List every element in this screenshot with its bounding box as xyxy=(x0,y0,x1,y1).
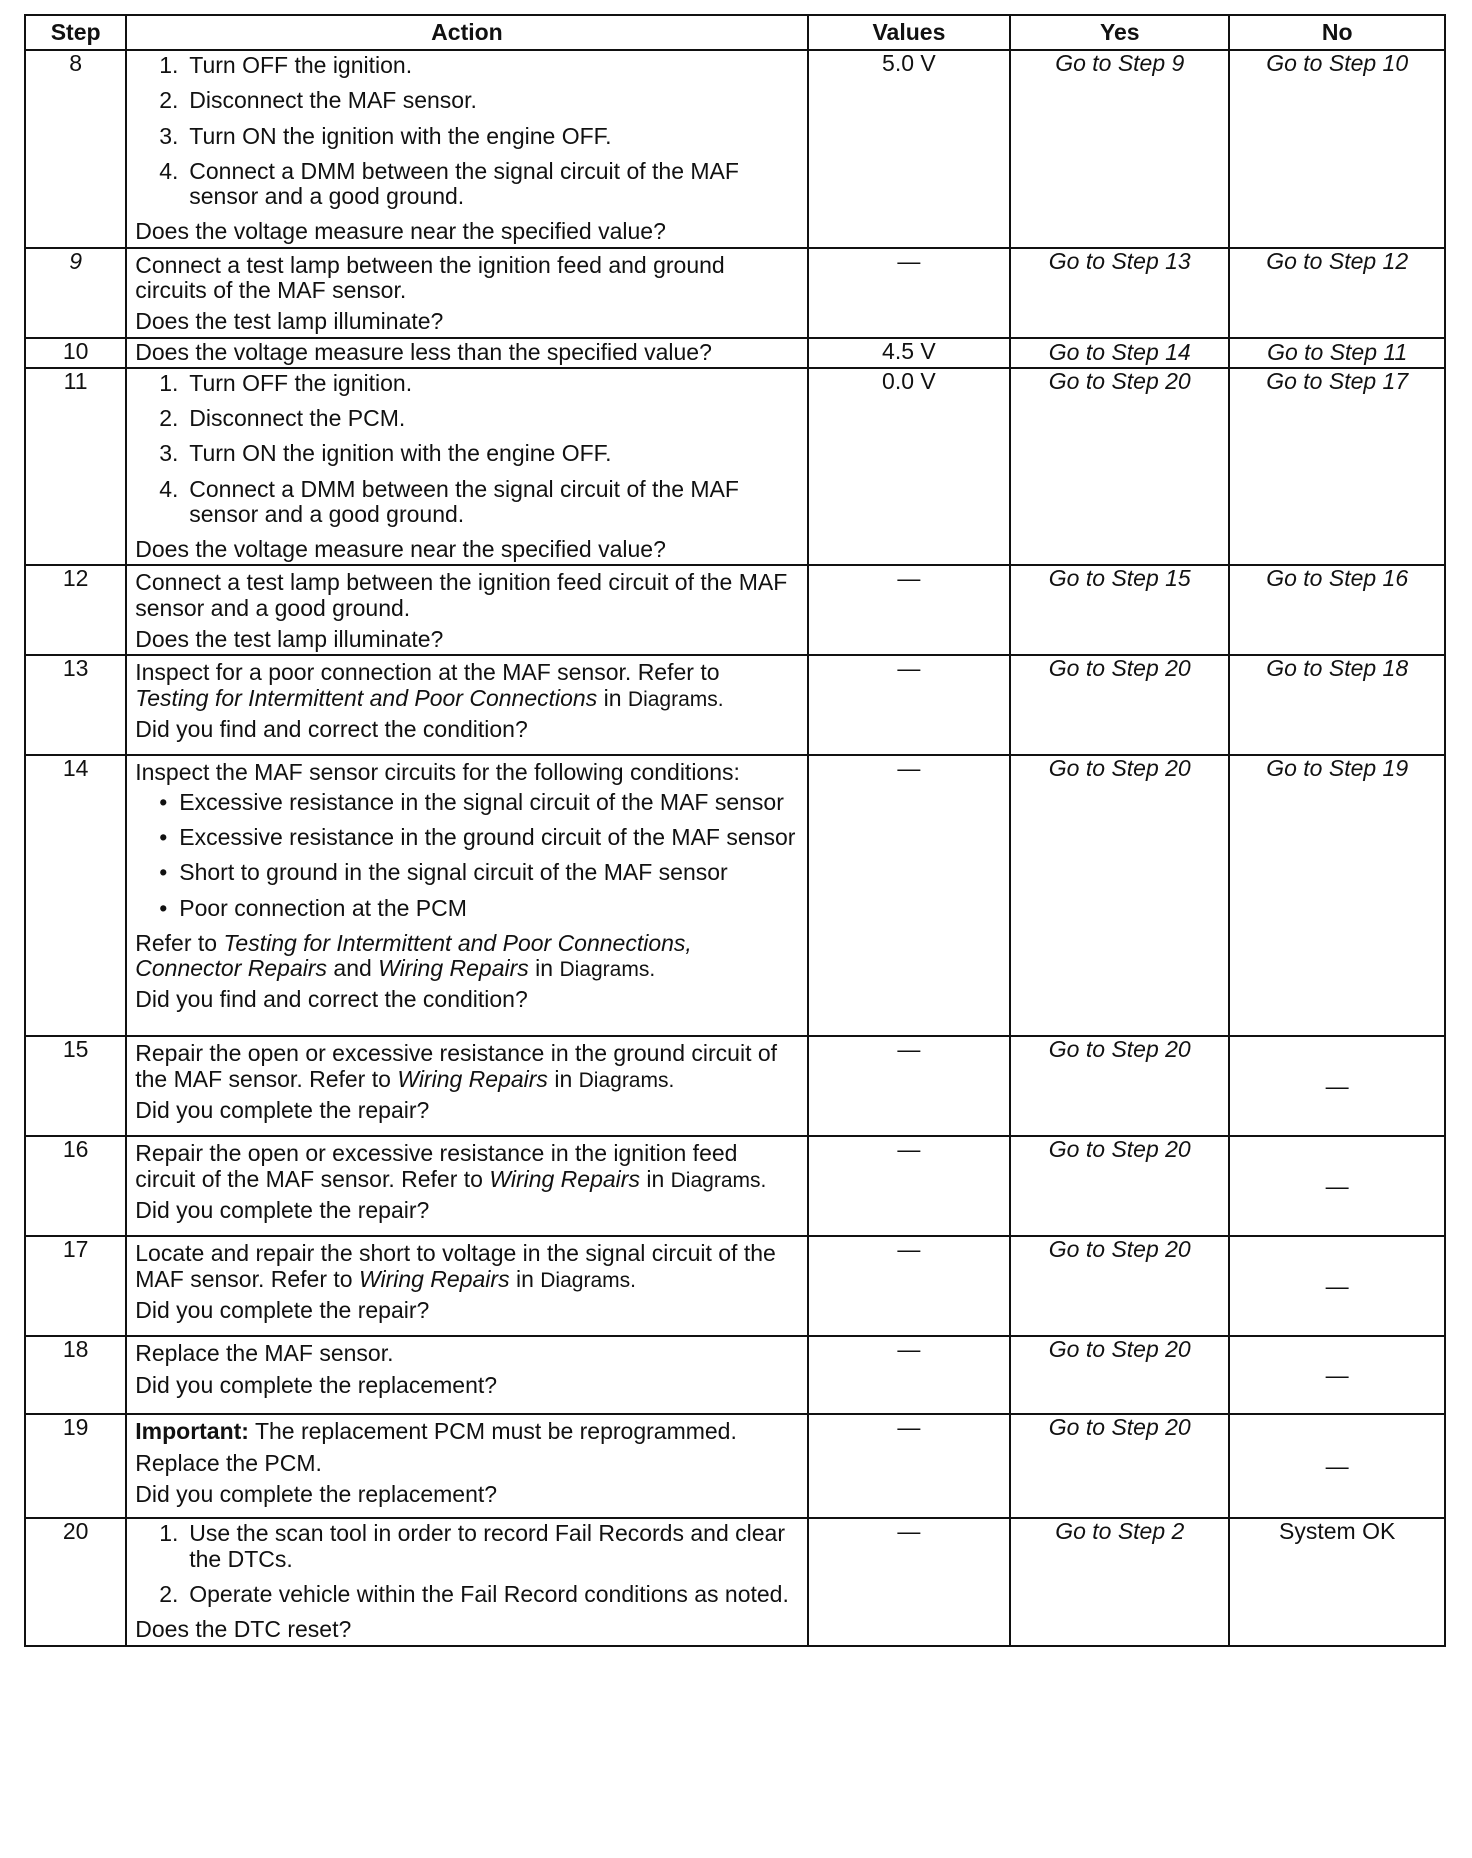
yes-cell: Go to Step 20 xyxy=(1010,755,1229,1036)
list-item: 4. Connect a DMM between the signal circuit of the MAF sensor and a good ground. xyxy=(159,157,739,210)
values-cell: — xyxy=(808,248,1011,338)
list-item: 1. Turn OFF the ignition. xyxy=(159,369,413,396)
yes-cell: Go to Step 20 xyxy=(1010,1414,1229,1518)
action-list xyxy=(135,1521,798,1607)
action-question: Did you complete the replacement? xyxy=(135,1480,498,1507)
table-row xyxy=(25,248,1445,338)
list-item: • Short to ground in the signal circuit of the MAF sensor xyxy=(159,859,728,886)
action-question: Does the voltage measure near the specified value? xyxy=(135,536,666,563)
action-cell xyxy=(126,1036,807,1136)
action-question: Does the test lamp illuminate? xyxy=(135,308,444,335)
yes-cell: Go to Step 20 xyxy=(1010,1036,1229,1136)
action-question: Does the test lamp illuminate? xyxy=(135,626,444,653)
step-number: 12 xyxy=(25,565,126,655)
header-step: Step xyxy=(25,15,126,50)
action-cell xyxy=(126,248,807,338)
no-cell: — xyxy=(1229,1236,1445,1336)
action-cell xyxy=(126,1518,807,1646)
action-cell xyxy=(126,338,807,368)
yes-cell: Go to Step 13 xyxy=(1010,248,1229,338)
action-text: Inspect for a poor connection at the MAF sensor. Refer to Testing for Intermittent and Poor Connections in Diagrams. xyxy=(135,659,724,711)
header-row xyxy=(25,15,1445,50)
action-cell xyxy=(126,755,807,1036)
step-number: 8 xyxy=(25,50,126,248)
yes-cell: Go to Step 20 xyxy=(1010,1236,1229,1336)
list-item: 2. Disconnect the PCM. xyxy=(159,404,406,431)
table-row xyxy=(25,1518,1445,1646)
step-number: 14 xyxy=(25,755,126,1036)
action-cell xyxy=(126,1336,807,1414)
no-cell: — xyxy=(1229,1036,1445,1136)
action-text: Locate and repair the short to voltage in the signal circuit of the MAF sensor. Refer to Wiring Repairs in Diagrams. xyxy=(135,1240,776,1292)
values-cell: — xyxy=(808,655,1011,755)
table-row xyxy=(25,50,1445,248)
list-item: 3. Turn ON the ignition with the engine OFF. xyxy=(159,440,612,467)
no-cell: — xyxy=(1229,1336,1445,1414)
step-number: 20 xyxy=(25,1518,126,1646)
action-text: Replace the MAF sensor. xyxy=(135,1340,394,1367)
action-text: Repair the open or excessive resistance in the ignition feed circuit of the MAF sensor. Refer to Wiring Repairs in Diagrams. xyxy=(135,1140,767,1192)
action-question: Does the DTC reset? xyxy=(135,1616,352,1643)
action-text: Connect a test lamp between the ignition feed circuit of the MAF sensor and a good ground. xyxy=(135,569,788,621)
action-text: Inspect the MAF sensor circuits for the following conditions: xyxy=(135,759,740,786)
yes-cell: Go to Step 20 xyxy=(1010,368,1229,566)
step-number: 15 xyxy=(25,1036,126,1136)
list-item: 3. Turn ON the ignition with the engine OFF. xyxy=(159,122,612,149)
action-question: Did you complete the repair? xyxy=(135,1196,430,1223)
diagnostic-table-sheet xyxy=(24,14,1446,1647)
values-cell: 5.0 V xyxy=(808,50,1011,248)
no-cell: Go to Step 18 xyxy=(1229,655,1445,755)
action-cell xyxy=(126,1414,807,1518)
list-item: 2. Operate vehicle within the Fail Record conditions as noted. xyxy=(159,1580,789,1607)
values-cell: — xyxy=(808,755,1011,1036)
step-number: 17 xyxy=(25,1236,126,1336)
values-cell: — xyxy=(808,1236,1011,1336)
no-cell: Go to Step 16 xyxy=(1229,565,1445,655)
list-item: • Poor connection at the PCM xyxy=(159,894,467,921)
step-number: 10 xyxy=(25,338,126,368)
action-cell xyxy=(126,655,807,755)
step-number: 9 xyxy=(25,248,126,338)
action-question: Did you find and correct the condition? xyxy=(135,986,528,1013)
list-item: 4. Connect a DMM between the signal circuit of the MAF sensor and a good ground. xyxy=(159,475,739,527)
yes-cell: Go to Step 14 xyxy=(1010,338,1229,368)
table-row xyxy=(25,368,1445,566)
action-question: Did you complete the repair? xyxy=(135,1296,430,1323)
table-row xyxy=(25,1336,1445,1414)
condition-list xyxy=(135,790,798,921)
list-item: 2. Disconnect the MAF sensor. xyxy=(159,87,477,114)
step-number: 11 xyxy=(25,368,126,566)
step-number: 13 xyxy=(25,655,126,755)
values-cell: — xyxy=(808,565,1011,655)
values-cell: 4.5 V xyxy=(808,338,1011,368)
no-cell: Go to Step 11 xyxy=(1229,338,1445,368)
header-action: Action xyxy=(126,15,807,50)
table-row xyxy=(25,1036,1445,1136)
yes-cell: Go to Step 15 xyxy=(1010,565,1229,655)
table-row xyxy=(25,1136,1445,1236)
important-note: Important: The replacement PCM must be reprogrammed. xyxy=(135,1418,737,1445)
no-cell: — xyxy=(1229,1136,1445,1236)
yes-cell: Go to Step 20 xyxy=(1010,1136,1229,1236)
step-number: 16 xyxy=(25,1136,126,1236)
values-cell: — xyxy=(808,1136,1011,1236)
values-cell: — xyxy=(808,1036,1011,1136)
no-cell: Go to Step 12 xyxy=(1229,248,1445,338)
action-cell xyxy=(126,1136,807,1236)
action-text: Connect a test lamp between the ignition feed and ground circuits of the MAF sensor. xyxy=(135,251,725,304)
action-text: Repair the open or excessive resistance in the ground circuit of the MAF sensor. Refer to Wiring Repairs in Diagrams. xyxy=(135,1040,778,1092)
table-row xyxy=(25,1236,1445,1336)
list-item: 1. Use the scan tool in order to record Fail Records and clear the DTCs. xyxy=(159,1520,785,1572)
action-list xyxy=(135,371,798,527)
action-list xyxy=(135,53,798,209)
action-cell xyxy=(126,368,807,566)
table-row xyxy=(25,1414,1445,1518)
values-cell: — xyxy=(808,1414,1011,1518)
action-cell xyxy=(126,50,807,248)
table-row xyxy=(25,755,1445,1036)
table-row xyxy=(25,338,1445,368)
table-row xyxy=(25,565,1445,655)
action-question: Did you complete the repair? xyxy=(135,1096,430,1123)
action-question: Did you complete the replacement? xyxy=(135,1371,498,1398)
header-values: Values xyxy=(808,15,1011,50)
yes-cell: Go to Step 20 xyxy=(1010,1336,1229,1414)
action-question: Did you find and correct the condition? xyxy=(135,715,528,742)
action-question: Does the voltage measure less than the specified value? xyxy=(135,338,712,365)
action-question: Does the voltage measure near the specified value? xyxy=(135,218,666,245)
no-cell: Go to Step 10 xyxy=(1229,50,1445,248)
values-cell: — xyxy=(808,1336,1011,1414)
values-cell: 0.0 V xyxy=(808,368,1011,566)
action-cell xyxy=(126,565,807,655)
yes-cell: Go to Step 20 xyxy=(1010,655,1229,755)
yes-cell: Go to Step 2 xyxy=(1010,1518,1229,1646)
no-cell: Go to Step 19 xyxy=(1229,755,1445,1036)
action-text: Replace the PCM. xyxy=(135,1449,322,1476)
diagnostic-table xyxy=(24,14,1446,1647)
list-item: 1. Turn OFF the ignition. xyxy=(159,52,413,78)
action-cell xyxy=(126,1236,807,1336)
header-yes: Yes xyxy=(1010,15,1229,50)
step-number: 19 xyxy=(25,1414,126,1518)
action-reference: Refer to Testing for Intermittent and Poor Connections, Connector Repairs and Wiring Repairs in Diagrams. xyxy=(135,929,692,982)
no-cell: — xyxy=(1229,1414,1445,1518)
list-item: • Excessive resistance in the signal circuit of the MAF sensor xyxy=(159,788,784,815)
values-cell: — xyxy=(808,1518,1011,1646)
step-number: 18 xyxy=(25,1336,126,1414)
no-cell: System OK xyxy=(1229,1518,1445,1646)
no-cell: Go to Step 17 xyxy=(1229,368,1445,566)
yes-cell: Go to Step 9 xyxy=(1010,50,1229,248)
table-row xyxy=(25,655,1445,755)
list-item: • Excessive resistance in the ground circuit of the MAF sensor xyxy=(159,823,796,850)
header-no: No xyxy=(1229,15,1445,50)
